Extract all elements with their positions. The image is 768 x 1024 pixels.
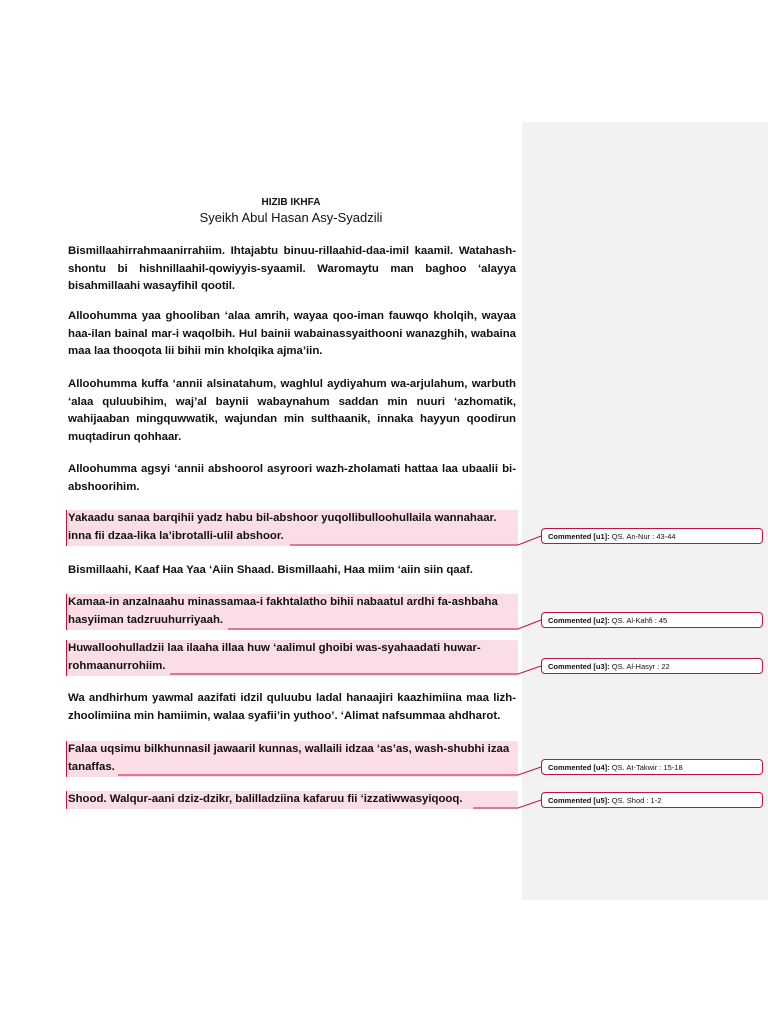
comment-u3[interactable] — [541, 658, 763, 674]
paragraph-11-commented[interactable]: Shood. Walqur-aani dziz-dzikr, balilladziina kafaruu fii ‘izzatiwwasyiqooq. — [68, 793, 463, 805]
paragraph-4: Alloohumma agsyi ‘annii abshoorol asyroori wazh-zholamati hattaa laa ubaalii bi-abshoorihim. — [68, 463, 516, 493]
comment-text: QS. Al-Kahfi : 45 — [611, 616, 668, 625]
comments-pane — [522, 122, 768, 900]
comment-u2[interactable] — [541, 612, 763, 628]
comment-ref: Commented [u5]: — [548, 796, 610, 805]
paragraph-3: Alloohumma kuffa ‘annii alsinatahum, waghlul aydiyahum wa-arjulahum, warbuth ‘alaa quluubihim, waj’al baynii wabaynahum saddan min nuuri ‘azhomatik, wahijaaban mingquwwatik, wajundan min sulthaanik, innaka hayyun qoodirun muqtadirun qohhaar. — [68, 378, 516, 443]
comment-ref: Commented [u3]: — [548, 662, 610, 671]
document-subtitle: Syeikh Abul Hasan Asy-Syadzili — [199, 210, 383, 225]
paragraph-10-commented[interactable]: Falaa uqsimu bilkhunnasil jawaaril kunnas, wallaili idzaa ‘as’as, wash-shubhi izaa tanaffas. — [68, 743, 510, 773]
comment-ref: Commented [u4]: — [548, 763, 610, 772]
paragraph-2: Alloohumma yaa ghooliban ‘alaa amrih, wayaa qoo-iman fauwqo kholqih, wayaa haa-ilan bainal mar-i waqolbih. Hul bainii wabainassyaithooni wanazghih, wabaina maa laa thooqota lii bihii min kholqika ajma’iin. — [68, 310, 516, 357]
comment-text: QS. Al-Hasyr : 22 — [611, 662, 670, 671]
comment-u4[interactable] — [541, 759, 763, 775]
comment-u5[interactable] — [541, 792, 763, 808]
comment-text: QS. Shod : 1-2 — [611, 796, 662, 805]
paragraph-7-commented[interactable]: Kamaa-in anzalnaahu minassamaa-i fakhtalatho bihii nabaatul ardhi fa-ashbaha hasyiiman tadzruuhurriyaah. — [68, 596, 498, 626]
document-title: HIZIB IKHFA — [261, 197, 321, 208]
comment-ref: Commented [u2]: — [548, 616, 610, 625]
paragraph-9: Wa andhirhum yawmal aazifati idzil quluubu ladal hanaajiri kaazhimiina maa lizh-zhoolimiina min hamiimin, walaa syafii’in yuthoo’. ‘Alimat nafsummaa ahdharot. — [68, 692, 516, 722]
paragraph-5-commented[interactable]: Yakaadu sanaa barqihii yadz habu bil-abshoor yuqollibulloohullaila wannahaar. inna fii dzaa-lika la’ibrotalli-ulil abshoor. — [68, 512, 497, 542]
comment-ref: Commented [u1]: — [548, 532, 610, 541]
comment-text: QS. At-Takwir : 15-18 — [611, 763, 683, 772]
comment-text: QS. An-Nur : 43-44 — [611, 532, 676, 541]
paragraph-8-commented[interactable]: Huwalloohulladzii laa ilaaha illaa huw ‘aalimul ghoibi was-syahaadati huwar-rohmaanurrohiim. — [68, 642, 481, 672]
paragraph-1: Bismillaahirrahmaanirrahiim. Ihtajabtu binuu-rillaahid-daa-imil kaamil. Watahash-shontu bi hishnillaahil-qowiyyis-syaamil. Waromaytu man baghoo ‘alayya bisahmillaahi wasayfihil qootil. — [68, 245, 516, 292]
comment-u1[interactable] — [541, 528, 763, 544]
paragraph-6: Bismillaahi, Kaaf Haa Yaa ‘Aiin Shaad. Bismillaahi, Haa miim ‘aiin siin qaaf. — [68, 564, 473, 576]
